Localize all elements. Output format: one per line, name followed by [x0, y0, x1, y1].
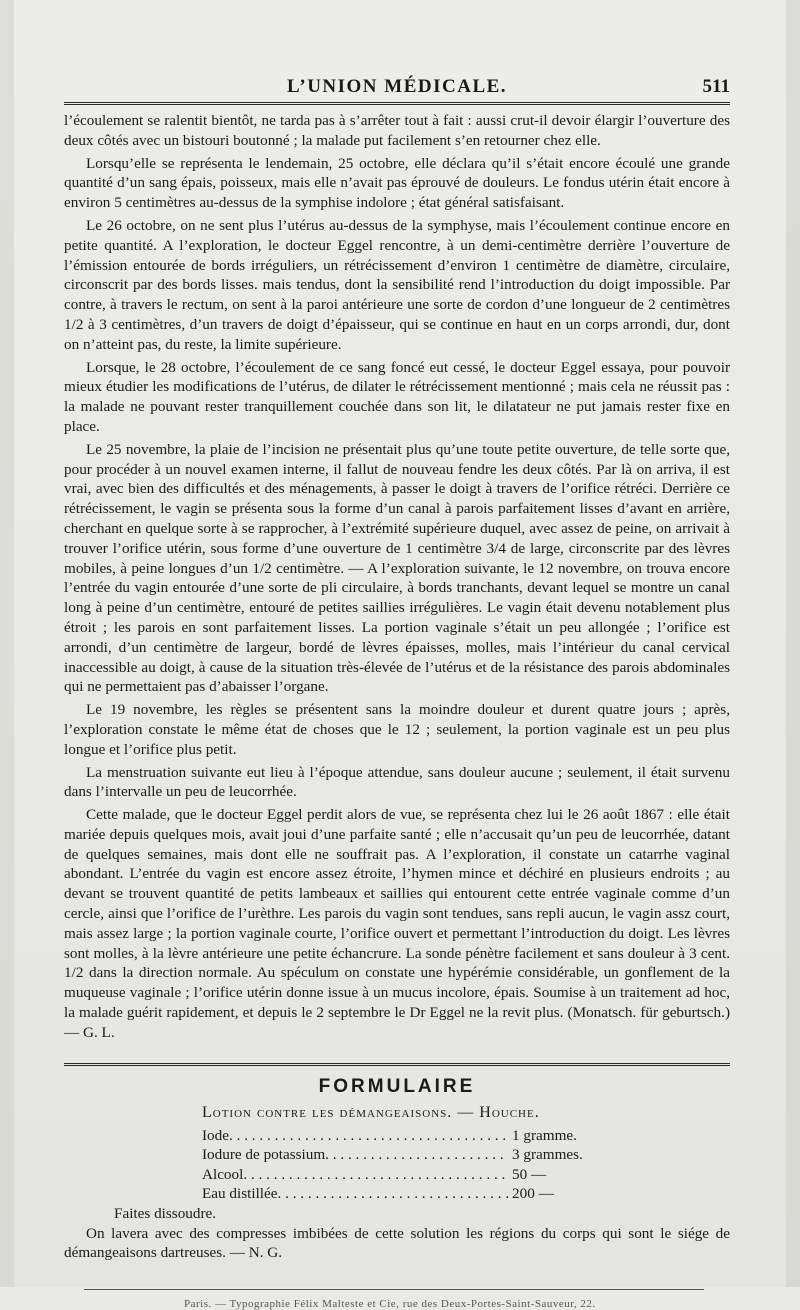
ingredient-name: Alcool [202, 1165, 244, 1183]
leader-dots [325, 1145, 508, 1165]
article-body [64, 111, 730, 1043]
ingredient-row [202, 1165, 622, 1185]
article-paragraph: Lorsque, le 28 octobre, l’écoulement de ce sang foncé eut cessé, le docteur Eggel essaya, pour pouvoir mieux étudier les modifications de l’utérus, de dilater le rétrécissement mentionné ; mais cela ne réussit pas : la malade ne pouvant rester tranquillement couchée dans son lit, le dilatateur ne put jamais rester fixe en place. [64, 358, 730, 435]
usage-paragraph: On lavera avec des compresses imbibées de cette solution les régions du corps qui sont le siége de démangeaisons dartreuses. — N. G. [64, 1224, 730, 1262]
page-number: 511 [702, 76, 730, 97]
ingredient-row [202, 1126, 622, 1146]
ingredient-quantity: 200 — [512, 1185, 554, 1203]
ingredient-row [202, 1145, 622, 1165]
journal-title: L’UNION MÉDICALE. [286, 76, 508, 97]
article-paragraph: Le 19 novembre, les règles se présentent sans la moindre douleur et durent quatre jours ; après, l’exploration constate le même état de choses que le 12 ; seulement, la portion vaginale est un peu plus longue et l’orifice plus petit. [64, 701, 730, 758]
leader-dots [243, 1165, 508, 1185]
printer-imprint: Paris. — Typographie Félix Malteste et Cie, rue des Deux-Portes-Saint-Sauveur, 22. [184, 1298, 596, 1310]
recipe-title: Lotion contre les démangeaisons. — Houche. [202, 1103, 540, 1121]
ingredient-name: Eau distillée [202, 1185, 278, 1203]
section-divider [64, 1063, 730, 1066]
article-paragraph: Le 26 octobre, on ne sent plus l’utérus au-dessus de la symphyse, mais l’écoulement continue encore en petite quantité. A l’exploration, le docteur Eggel rencontre, à un demi-centimètre derrière l’ouverture de l’émission entourée de bords irréguliers, un rétrécissement d’environ 1 centimètre de diamètre, circulaire, circonscrit par des bords lisses. mais tendus, dont la sensibilité rend l’introduction du doigt impossible. Par contre, à travers le rectum, on sent à la paroi antérieure une sorte de cordon d’une longueur de 2 centimètres 1/2 à 3 centimètres, d’un travers de doigt d’épaisseur, qui se continue en haut en un corps arrondi, dur, dont on n’atteint pas, du reste, la limite supérieure. [64, 216, 730, 353]
article-paragraph: Le 25 novembre, la plaie de l’incision ne présentait plus qu’une toute petite ouverture, de telle sorte que, pour procéder à un nouvel examen interne, il fallut de nouveau fendre les deux côtés. Par là on arriva, il est vrai, avec bien des difficultés et des ménagements, à passer le doigt à travers de l’orifice rétréci. Derrière ce rétrécissement, le vagin se présenta sous la forme d’un canal à parois parfaitement lisses d’avant en arrière, cherchant en quelque sorte à se rapprocher, à l’extrémité supérieure duquel, avec assez de peine, on arrivait à trouver l’orifice utérin, sous forme d’une ouverture de 1 centimètre 3/4 de large, circonscrite par des lèvres mobiles, à peine longues d’un 1/2 centimètre. — A l’exploration suivante, le 12 novembre, on trouva encore l’entrée du vagin entourée d’une sorte de pli circulaire, à bords tranchants, devant lequel se montre un canal long à peine d’un centimètre, entouré de petites saillies irrégulières. Le vagin était devenu notablement plus étroit ; les parois en sont parfaitement lisses. La portion vaginale s’était un peu allongée ; l’orifice est arrondi, d’un centimètre de largeur, bordé de lèvres épaisses, molles, mais l’intérieur du canal cervical inaccessible au doigt, à cause de la situation très-élevée de l’utérus et de la résistance des parois abdominales qui ne permettaient pas d’abaisser l’organe. [64, 440, 730, 696]
footer-rule [84, 1289, 704, 1290]
leader-dots [278, 1184, 509, 1204]
running-header [64, 70, 730, 105]
ingredient-quantity: 50 — [512, 1165, 547, 1183]
formulaire-section [64, 1076, 730, 1264]
ingredient-row [202, 1184, 622, 1204]
ingredient-quantity: 1 gramme. [512, 1126, 577, 1144]
article-paragraph: Cette malade, que le docteur Eggel perdit alors de vue, se représenta chez lui le 26 août 1867 : elle était mariée depuis quelques mois, avait joui d’une parfaite santé ; elle n’accusait qu’un peu de leucorrhée, datant de quelques semaines, mais dont elle ne souffrait pas. A l’exploration, il constate un catarrhe vaginal abondant. L’entrée du vagin est encore assez étroite, l’hymen mince et déchiré en plusieurs endroits ; au devant se trouvent quantité de petits lambeaux et saillies qui entourent cette entrée vaginale comme d’un cercle, ainsi que l’orifice de l’urèthre. Les parois du vagin sont tendues, sans repli aucun, le vagin assz court, mais assez large ; la portion vaginale courte, l’orifice ouvert et permettant l’introduction du doigt. Les lèvres sont molles, à la lèvre antérieure une petite échancrure. La sonde pénètre facilement et sans douleur à 3 cent. 1/2 dans la direction normale. Au spéculum on constate une hypérémie considérable, un gonflement de la muqueuse vaginale ; l’orifice utérin donne issue à un mucus incolore, épais. Soumise à un traitement ad hoc, la malade guérit rapidement, et depuis le 2 septembre le Dr Eggel ne la revit plus. (Monatsch. für geburtsch.) — G. L. [64, 806, 730, 1041]
ingredient-name: Iode [202, 1126, 229, 1144]
ingredient-quantity: 3 grammes. [512, 1146, 583, 1164]
ingredient-name: Iodure de potassium [202, 1146, 326, 1164]
section-title: FORMULAIRE [318, 1075, 476, 1097]
leader-dots [229, 1126, 508, 1146]
recipe-instruction: Faites dissoudre. [114, 1204, 217, 1222]
article-paragraph: Lorsqu’elle se représenta le lendemain, 25 octobre, elle déclara qu’il s’était encore écoulé une grande quantité d’un sang épais, poisseux, mais elle n’avait pas éprouvé de douleurs. Le fondus utérin était encore à environ 5 centimètres au-dessus de la symphise indolore ; état général satisfaisant. [64, 154, 730, 212]
article-paragraph: l’écoulement se ralentit bientôt, ne tarda pas à s’arrêter tout à fait : aussi crut-il devoir élargir l’ouverture des deux côtés avec un bistouri boutonné ; la malade put facilement s’en retourner chez elle. [64, 112, 730, 149]
article-paragraph: La menstruation suivante eut lieu à l’époque attendue, sans douleur aucune ; seulement, il était survenu dans l’intervalle un peu de leucorrhée. [64, 763, 730, 801]
